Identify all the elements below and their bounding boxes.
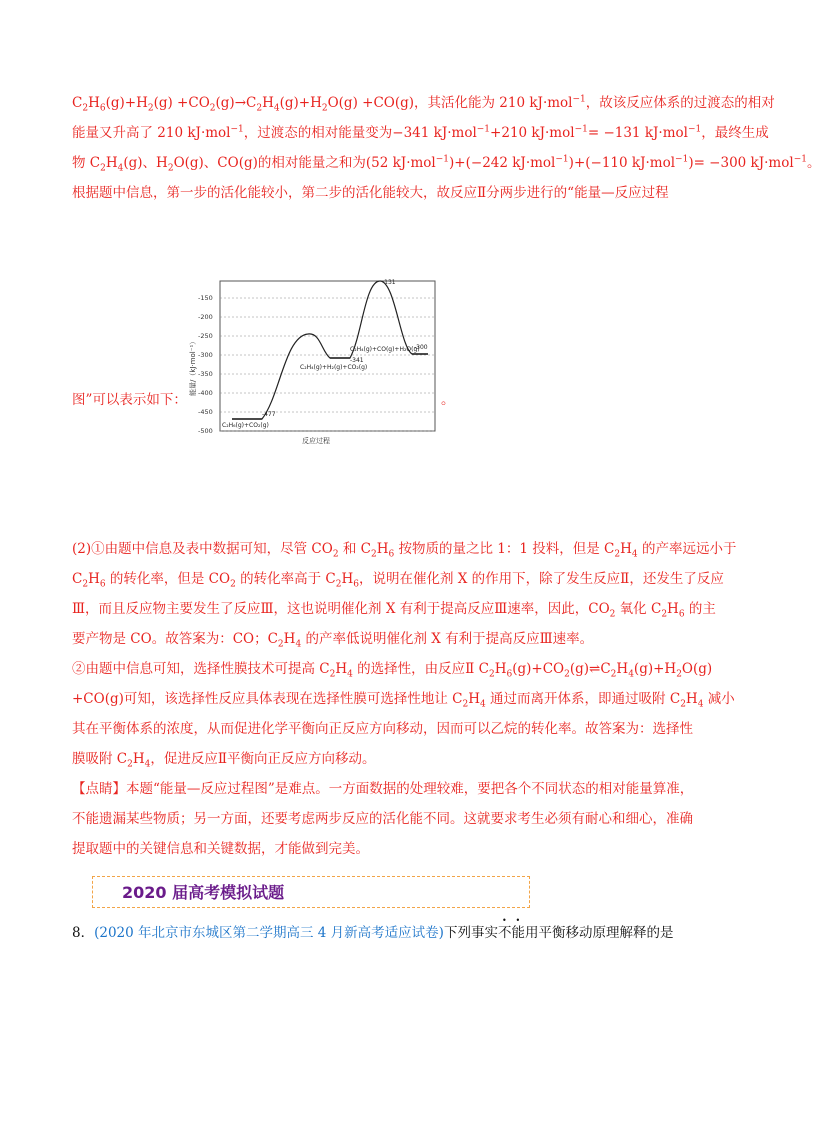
question-text-a: 下列事实 [443,925,498,941]
ytick-250: -250 [198,332,213,340]
p2-line-11: 提取题中的关键信息和关键数据，才能做到完美。 [72,841,369,857]
p2-line-6: +CO(g)可知，该选择性反应具体表现在选择性膜可选择性地让 $C_2H_4$ 通过而离开体系，即通过吸附 $C_2H_4$ 减小 [72,691,735,710]
y-axis-label: 能量/（kJ·mol⁻¹） [189,337,197,396]
label-start-value: -477 [262,411,276,418]
line-1: $C_2H_6(g)+H_2(g) +CO_2(g)\to C_2H_4(g)+H_2O(g) +CO(g)$，其活化能为 210 kJ·mol$^{-1}$，故该反应体系的过渡态的相对 [72,94,775,114]
ytick-400: -400 [198,389,213,397]
line-3: 物 $C_2H_4(g)$、$H_2O(g)$、CO(g)的相对能量之和为(52 kJ·mol$^{-1}$)+(−242 kJ·mol$^{-1}$)+(−110 kJ·mol$^{-1}$)= −300 kJ·mol$^{-1}$。 [72,154,820,174]
ytick-350: -350 [198,370,213,378]
p2-line-8: 膜吸附 $C_2H_4$，促进反应Ⅱ平衡向正反应方向移动。 [72,751,376,770]
question-8 [72,920,732,946]
line-4: 根据题中信息，第一步的活化能较小，第二步的活化能较大，故反应Ⅱ分两步进行的“能量—反应过程 [72,185,669,201]
figure-row [72,276,732,526]
ytick-500: -500 [198,427,213,435]
figure-suffix: 。 [441,392,455,408]
section-banner [72,876,732,910]
explanation-paragraph-1 [72,88,820,208]
ytick-150: -150 [198,294,213,302]
label-intermediate-value: -341 [350,357,364,364]
ytick-300: -300 [198,351,213,359]
line-2: 能量又升高了 210 kJ·mol$^{-1}$，过渡态的相对能量变为−341 kJ·mol$^{-1}$+210 kJ·mol$^{-1}$= −131 kJ·mol$^{-1}$，最终生成 [72,124,769,141]
question-source: (2020 年北京市东城区第二学期高三 4 月新高考适应试卷) [94,925,444,941]
emphasis-char-1: 不 [497,925,512,941]
emphasis-char-2: 能 [511,925,525,941]
label-transition-2: -131 [382,279,396,286]
p2-line-10: 不能遗漏某些物质；另一方面，还要考虑两步反应的活化能不同。这就要求考生必须有耐心和细心，准确 [72,811,693,827]
energy-diagram-svg [190,276,442,446]
y-tick-labels [198,294,213,435]
p2-line-4: 要产物是 CO。故答案为：CO；$C_2H_4$ 的产率低说明催化剂 X 有利于提高反应Ⅲ速率。 [72,631,594,650]
p2-line-9: 【点睛】本题“能量—反应过程图”是难点。一方面数据的处理较难，要把各个不同状态的相对能量算准， [72,781,694,797]
p2-line-5: ②由题中信息可知，选择性膜技术可提高 $C_2H_4$ 的选择性，由反应Ⅱ $C_2H_6(g)+CO_2(g)\rightleftharpoons C_2H_4(g)+H_2O(g)$ [72,661,713,680]
energy-diagram [190,276,442,446]
p2-line-1: (2)①由题中信息及表中数据可知，尽管 $CO_2$ 和 $C_2H_6$ 按物质的量之比 1：1 投料，但是 $C_2H_4$ 的产率远远小于 [72,541,737,560]
question-number: 8． [72,925,95,941]
ytick-450: -450 [198,408,213,416]
p2-line-7: 其在平衡体系的浓度，从而促进化学平衡向正反应方向移动，因而可以乙烷的转化率。故答案为：选择性 [72,721,693,737]
label-intermediate: C₂H₄(g)+H₂(g)+CO₂(g) [300,364,368,371]
banner-title: 2020 届高考模拟试题 [122,883,285,902]
figure-prefix: 图”可以表示如下： [72,392,187,408]
label-start: C₂H₆(g)+CO₂(g) [222,422,269,429]
p2-line-3: Ⅲ，而且反应物主要发生了反应Ⅲ，这也说明催化剂 X 有利于提高反应Ⅲ速率，因此，$CO_2$ 氧化 $C_2H_6$ 的主 [72,601,716,620]
label-end-value: -300 [414,344,428,351]
x-axis-label: 反应过程 [302,437,330,445]
page-content [72,88,820,946]
label-end: C₂H₄(g)+CO(g)+H₂O(g) [350,346,420,353]
explanation-paragraph-2 [72,534,737,864]
question-text-b: 用平衡移动原理解释的是 [524,925,674,941]
p2-line-2: $C_2H_6$ 的转化率，但是 $CO_2$ 的转化率高于 $C_2H_6$，说明在催化剂 X 的作用下，除了发生反应Ⅱ，还发生了反应 [72,571,724,590]
ytick-200: -200 [198,313,213,321]
